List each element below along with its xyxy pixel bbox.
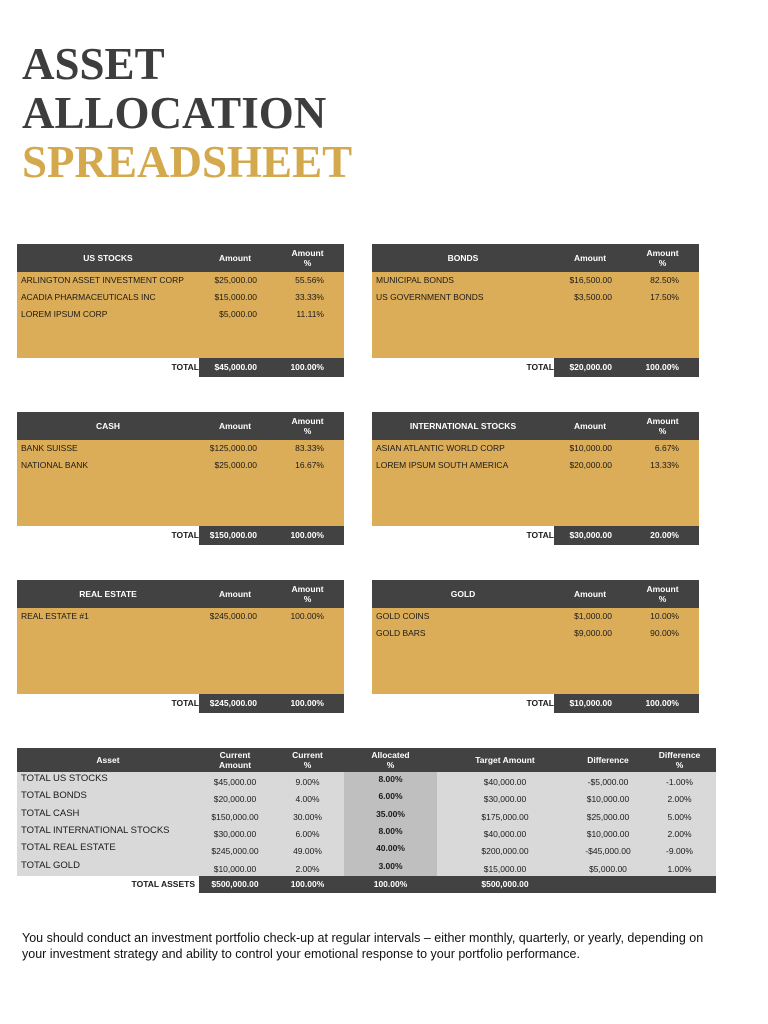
total-bar (199, 358, 344, 377)
holding-name: ACADIA PHARMACEUTICALS INC (21, 292, 156, 302)
summary-allocated-pct: 8.00% (378, 774, 403, 784)
summary-current-pct: 30.00% (293, 811, 322, 822)
table-header (17, 412, 344, 440)
summary-difference-pct: 5.00% (667, 811, 692, 822)
title-line-spreadsheet: SPREADSHEET (22, 137, 353, 187)
total-percent: 100.00% (645, 362, 679, 372)
total-percent: 20.00% (650, 530, 679, 540)
table-bonds (372, 244, 699, 377)
holding-percent: 16.67% (295, 460, 324, 470)
summary-target-amount: $40,000.00 (483, 777, 527, 787)
table-row (17, 272, 344, 289)
summary-header-difference-pct: Difference % (658, 750, 701, 770)
holding-percent: 100.00% (290, 611, 324, 621)
holding-amount: $10,000.00 (569, 443, 612, 453)
summary-current-pct: 2.00% (295, 863, 320, 874)
holding-amount: $3,500.00 (574, 292, 612, 302)
summary-row (17, 772, 716, 789)
table-cash (17, 412, 344, 545)
summary-target-amount: $30,000.00 (483, 794, 527, 805)
summary-difference: -$45,000.00 (585, 846, 631, 857)
table-header (17, 580, 344, 608)
percent-column-header: Amount % (646, 584, 679, 604)
summary-allocated-pct: 35.00% (376, 808, 405, 819)
total-assets-label: TOTAL ASSETS (131, 879, 195, 889)
table-row (17, 440, 344, 457)
summary-difference: $5,000.00 (589, 863, 627, 874)
summary-row (17, 841, 716, 858)
table-title: CASH (95, 421, 121, 431)
summary-row (17, 789, 716, 806)
holding-percent: 82.50% (650, 275, 679, 285)
table-gold (372, 580, 699, 713)
holding-percent: 33.33% (295, 292, 324, 302)
total-amount: $30,000.00 (569, 530, 612, 540)
table-body (17, 608, 344, 694)
holding-percent: 17.50% (650, 292, 679, 302)
holding-name: US GOVERNMENT BONDS (376, 292, 484, 302)
total-bar (554, 694, 699, 713)
table-us-stocks (17, 244, 344, 377)
table-row (372, 625, 699, 642)
summary-header-current-amount: Current Amount (218, 750, 252, 770)
advice-note: You should conduct an investment portfolio check-up at regular intervals – either monthly, quarterly, or yearly, depending on your investment strategy and ability to control your emotional response to your portfolio performance. (22, 931, 704, 961)
summary-asset: TOTAL CASH (21, 807, 80, 819)
percent-column-header: Amount % (646, 416, 679, 436)
table-header (372, 412, 699, 440)
table-body (372, 272, 699, 358)
table-title: BONDS (447, 253, 479, 263)
table-real-estate (17, 580, 344, 713)
summary-allocated-pct: 8.00% (378, 825, 403, 836)
total-percent: 100.00% (645, 698, 679, 708)
holding-amount: $20,000.00 (569, 460, 612, 470)
total-amount: $150,000.00 (209, 530, 257, 540)
total-amount: $45,000.00 (214, 362, 257, 372)
amount-column-header: Amount (218, 421, 252, 431)
holding-amount: $16,500.00 (569, 275, 612, 285)
percent-column-header: Amount % (646, 248, 679, 268)
summary-current-amount: $245,000.00 (211, 846, 259, 857)
total-label: TOTAL (171, 530, 199, 540)
summary-asset: TOTAL INTERNATIONAL STOCKS (21, 824, 170, 836)
summary-header (17, 748, 716, 772)
table-row (372, 440, 699, 457)
table-header (372, 580, 699, 608)
summary-row (17, 824, 716, 841)
holding-name: MUNICIPAL BONDS (376, 275, 454, 285)
table-row (372, 608, 699, 625)
table-row (372, 272, 699, 289)
page-title (22, 40, 352, 187)
table-body (17, 440, 344, 526)
holding-name: GOLD BARS (376, 628, 426, 638)
total-amount: $10,000.00 (569, 698, 612, 708)
total-label: TOTAL (526, 362, 554, 372)
total-target-amount: $500,000.00 (481, 879, 529, 889)
holding-name: ASIAN ATLANTIC WORLD CORP (376, 443, 505, 453)
holding-name: LOREM IPSUM CORP (21, 309, 108, 319)
holding-name: REAL ESTATE #1 (21, 611, 89, 621)
summary-header-current-pct: Current % (292, 750, 323, 770)
summary-asset: TOTAL GOLD (21, 859, 80, 871)
holding-percent: 55.56% (295, 275, 324, 285)
summary-difference-pct: -1.00% (666, 777, 693, 787)
holding-percent: 13.33% (650, 460, 679, 470)
table-title: GOLD (450, 589, 476, 599)
summary-target-amount: $175,000.00 (481, 811, 529, 822)
total-amount: $245,000.00 (209, 698, 257, 708)
holding-amount: $9,000.00 (574, 628, 612, 638)
summary-difference: $25,000.00 (586, 811, 630, 822)
percent-column-header: Amount % (291, 416, 324, 436)
summary-target-amount: $15,000.00 (483, 863, 527, 874)
summary-current-amount: $45,000.00 (213, 777, 257, 787)
summary-header-allocated-pct: Allocated % (371, 750, 410, 770)
summary-target-amount: $40,000.00 (483, 828, 527, 839)
summary-current-amount: $150,000.00 (211, 811, 259, 822)
summary-header-asset: Asset (96, 755, 120, 765)
table-header (372, 244, 699, 272)
total-bar (199, 526, 344, 545)
holding-amount: $25,000.00 (214, 275, 257, 285)
summary-asset: TOTAL BONDS (21, 790, 87, 802)
summary-asset: TOTAL REAL ESTATE (21, 842, 116, 854)
summary-asset: TOTAL US STOCKS (21, 773, 108, 784)
holding-percent: 83.33% (295, 443, 324, 453)
amount-column-header: Amount (573, 589, 607, 599)
total-bar (554, 526, 699, 545)
total-label: TOTAL (526, 698, 554, 708)
summary-difference: $10,000.00 (586, 794, 630, 805)
table-body (17, 272, 344, 358)
title-line-allocation: ALLOCATION (22, 88, 327, 138)
holding-amount: $1,000.00 (574, 611, 612, 621)
total-assets-bar (199, 876, 716, 893)
table-row (17, 608, 344, 625)
amount-column-header: Amount (573, 421, 607, 431)
amount-column-header: Amount (218, 253, 252, 263)
holding-name: LOREM IPSUM SOUTH AMERICA (376, 460, 509, 470)
holding-percent: 10.00% (650, 611, 679, 621)
total-bar (199, 694, 344, 713)
holding-amount: $5,000.00 (219, 309, 257, 319)
summary-current-pct: 4.00% (295, 794, 320, 805)
table-row (17, 457, 344, 474)
holding-name: ARLINGTON ASSET INVESTMENT CORP (21, 275, 184, 285)
holding-amount: $245,000.00 (209, 611, 257, 621)
percent-column-header: Amount % (291, 584, 324, 604)
summary-difference: $10,000.00 (586, 828, 630, 839)
summary-difference-pct: 2.00% (667, 828, 692, 839)
percent-column-header: Amount % (291, 248, 324, 268)
holding-amount: $25,000.00 (214, 460, 257, 470)
summary-difference-pct: 2.00% (667, 794, 692, 805)
total-percent: 100.00% (290, 362, 324, 372)
total-bar (554, 358, 699, 377)
total-label: TOTAL (171, 362, 199, 372)
total-percent: 100.00% (290, 530, 324, 540)
summary-header-target-amount: Target Amount (475, 755, 535, 765)
total-current-pct: 100.00% (290, 879, 325, 889)
total-label: TOTAL (171, 698, 199, 708)
summary-allocated-pct: 40.00% (376, 843, 405, 854)
summary-current-pct: 49.00% (293, 846, 322, 857)
holding-name: GOLD COINS (376, 611, 430, 621)
amount-column-header: Amount (573, 253, 607, 263)
table-body (372, 440, 699, 526)
summary-target-amount: $200,000.00 (481, 846, 529, 857)
table-body (372, 608, 699, 694)
total-allocated-pct: 100.00% (373, 879, 408, 889)
summary-current-amount: $20,000.00 (213, 794, 257, 805)
total-amount: $20,000.00 (569, 362, 612, 372)
table-title: US STOCKS (83, 253, 133, 263)
holding-name: NATIONAL BANK (21, 460, 89, 470)
summary-row (17, 859, 716, 876)
summary-allocated-pct: 3.00% (378, 860, 403, 871)
summary-difference: -$5,000.00 (587, 777, 629, 787)
table-row (17, 289, 344, 306)
summary-allocated-pct: 6.00% (378, 791, 403, 802)
holding-percent: 6.67% (654, 443, 679, 453)
holding-percent: 11.11% (296, 309, 324, 319)
total-percent: 100.00% (290, 698, 324, 708)
table-international-stocks (372, 412, 699, 545)
table-row (372, 457, 699, 474)
summary-current-pct: 6.00% (295, 828, 320, 839)
summary-current-amount: $10,000.00 (213, 863, 257, 874)
summary-table (17, 748, 716, 893)
table-row (17, 306, 344, 323)
summary-row (17, 807, 716, 824)
table-title: INTERNATIONAL STOCKS (409, 421, 517, 431)
holding-amount: $15,000.00 (214, 292, 257, 302)
holding-amount: $125,000.00 (209, 443, 257, 453)
holding-percent: 90.00% (650, 628, 679, 638)
summary-difference-pct: -9.00% (666, 846, 693, 857)
total-label: TOTAL (526, 530, 554, 540)
table-row (372, 289, 699, 306)
summary-difference-pct: 1.00% (667, 863, 692, 874)
table-title: REAL ESTATE (79, 589, 137, 599)
title-line-asset: ASSET (22, 39, 165, 89)
table-header (17, 244, 344, 272)
holding-name: BANK SUISSE (21, 443, 78, 453)
total-current-amount: $500,000.00 (211, 879, 259, 889)
amount-column-header: Amount (218, 589, 252, 599)
summary-header-difference: Difference (587, 755, 629, 765)
summary-current-amount: $30,000.00 (213, 828, 257, 839)
summary-current-pct: 9.00% (295, 777, 320, 787)
